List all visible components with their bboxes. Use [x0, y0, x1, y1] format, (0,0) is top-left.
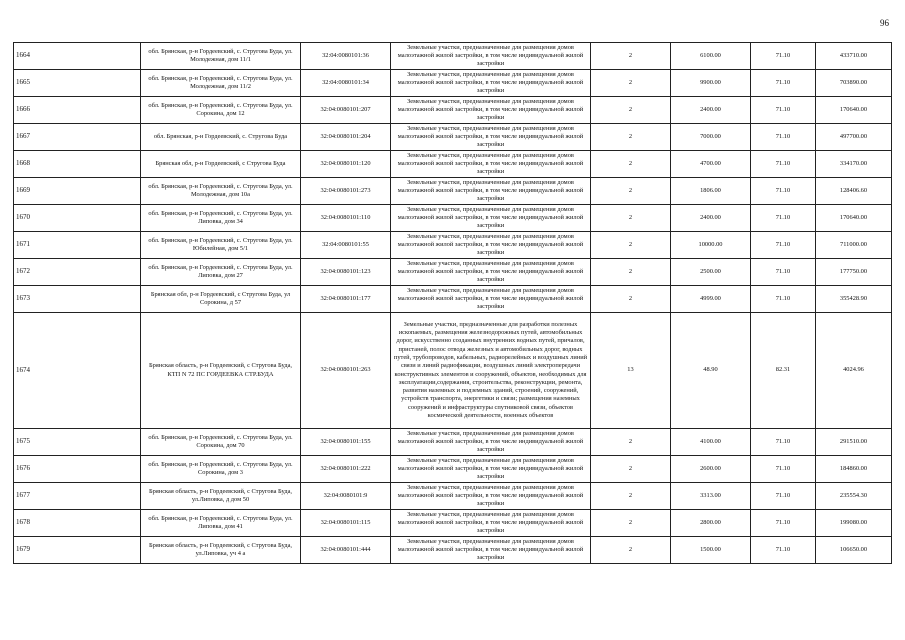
row-number: 1675: [14, 429, 141, 456]
row-number: 1673: [14, 286, 141, 313]
cadastral-value-cell: 177750.00: [816, 259, 892, 286]
address-cell: обл. Брянская, р-н Гордеевский, с. Струговa Буда, ул. Сорокина, дом 12: [141, 97, 301, 124]
row-number: 1664: [14, 43, 141, 70]
cadastral-number-cell: 32:04:0080101:273: [301, 178, 391, 205]
cadastral-value-cell: 291510.00: [816, 429, 892, 456]
area-cell: 2800.00: [671, 510, 751, 537]
specific-value-cell: 71.10: [751, 510, 816, 537]
group-cell: 2: [591, 456, 671, 483]
table-row: [14, 456, 892, 483]
land-use-cell: Земельные участки, предназначенные для размещения домов малоэтажной жилой застройки, в том числе индивидуальной жилой застройки: [391, 124, 591, 151]
area-cell: 2600.00: [671, 456, 751, 483]
table-row: [14, 178, 892, 205]
table-row: [14, 151, 892, 178]
table-row: [14, 205, 892, 232]
specific-value-cell: 82.31: [751, 313, 816, 429]
cadastral-number-cell: 32:04:0080101:123: [301, 259, 391, 286]
table-row: [14, 43, 892, 70]
group-cell: 2: [591, 483, 671, 510]
cadastral-value-cell: 497700.00: [816, 124, 892, 151]
page-number: 96: [880, 18, 889, 28]
group-cell: 2: [591, 178, 671, 205]
row-number: 1669: [14, 178, 141, 205]
row-number: 1676: [14, 456, 141, 483]
area-cell: 3313.00: [671, 483, 751, 510]
area-cell: 7000.00: [671, 124, 751, 151]
land-use-cell: Земельные участки, предназначенные для размещения домов малоэтажной жилой застройки, в том числе индивидуальной жилой застройки: [391, 178, 591, 205]
area-cell: 1806.00: [671, 178, 751, 205]
row-number: 1674: [14, 313, 141, 429]
cadastral-value-cell: 433710.00: [816, 43, 892, 70]
row-number: 1670: [14, 205, 141, 232]
area-cell: 2500.00: [671, 259, 751, 286]
land-use-cell: Земельные участки, предназначенные для размещения домов малоэтажной жилой застройки, в том числе индивидуальной жилой застройки: [391, 259, 591, 286]
specific-value-cell: 71.10: [751, 97, 816, 124]
table-row: [14, 510, 892, 537]
group-cell: 2: [591, 259, 671, 286]
group-cell: 2: [591, 43, 671, 70]
land-use-cell: Земельные участки, предназначенные для размещения домов малоэтажной жилой застройки, в том числе индивидуальной жилой застройки: [391, 456, 591, 483]
cadastral-number-cell: 32:04:0080101:263: [301, 313, 391, 429]
area-cell: 4100.00: [671, 429, 751, 456]
area-cell: 4999.00: [671, 286, 751, 313]
land-use-cell: Земельные участки, предназначенные для размещения домов малоэтажной жилой застройки, в том числе индивидуальной жилой застройки: [391, 70, 591, 97]
table-row: [14, 259, 892, 286]
address-cell: Брянская область, р-н Гордеевский, с Струговa Буда, КТП N 72 ПС ГОРДЕЕВКА СТР.БУДА: [141, 313, 301, 429]
address-cell: обл. Брянская, р-н Гордеевский, с. Струговa Буда, ул. Липовка, дом 34: [141, 205, 301, 232]
specific-value-cell: 71.10: [751, 483, 816, 510]
specific-value-cell: 71.10: [751, 232, 816, 259]
address-cell: Брянская обл, р-н Гордеевский, с Струговa Буда: [141, 151, 301, 178]
row-number: 1666: [14, 97, 141, 124]
cadastral-number-cell: 32:04:0080101:120: [301, 151, 391, 178]
land-use-cell: Земельные участки, предназначенные для размещения домов малоэтажной жилой застройки, в том числе индивидуальной жилой застройки: [391, 286, 591, 313]
row-number: 1668: [14, 151, 141, 178]
address-cell: обл. Брянская, р-н Гордеевский, с. Струговa Буда, ул. Липовка, дом 27: [141, 259, 301, 286]
table-row: [14, 232, 892, 259]
cadastral-number-cell: 32:04:0080101:444: [301, 537, 391, 564]
land-use-cell: Земельные участки, предназначенные для размещения домов малоэтажной жилой застройки, в том числе индивидуальной жилой застройки: [391, 43, 591, 70]
area-cell: 2400.00: [671, 205, 751, 232]
cadastral-value-cell: 184860.00: [816, 456, 892, 483]
row-number: 1678: [14, 510, 141, 537]
cadastral-number-cell: 32:04:0080101:115: [301, 510, 391, 537]
area-cell: 9900.00: [671, 70, 751, 97]
row-number: 1667: [14, 124, 141, 151]
row-number: 1672: [14, 259, 141, 286]
cadastral-number-cell: 32:04:0080101:204: [301, 124, 391, 151]
address-cell: Брянская обл, р-н Гордеевский, с Струговa Буда, ул Сорокина, д 57: [141, 286, 301, 313]
specific-value-cell: 71.10: [751, 178, 816, 205]
area-cell: 1500.00: [671, 537, 751, 564]
cadastral-number-cell: 32:04:0080101:34: [301, 70, 391, 97]
specific-value-cell: 71.10: [751, 429, 816, 456]
land-use-cell: Земельные участки, предназначенные для размещения домов малоэтажной жилой застройки, в том числе индивидуальной жилой застройки: [391, 429, 591, 456]
group-cell: 2: [591, 429, 671, 456]
specific-value-cell: 71.10: [751, 43, 816, 70]
land-use-cell: Земельные участки, предназначенные для размещения домов малоэтажной жилой застройки, в том числе индивидуальной жилой застройки: [391, 205, 591, 232]
cadastral-value-cell: 334170.00: [816, 151, 892, 178]
group-cell: 2: [591, 151, 671, 178]
land-plot-register-table: [13, 42, 892, 564]
specific-value-cell: 71.10: [751, 456, 816, 483]
row-number: 1677: [14, 483, 141, 510]
table-row: [14, 537, 892, 564]
cadastral-number-cell: 32:04:0080101:207: [301, 97, 391, 124]
cadastral-value-cell: 711000.00: [816, 232, 892, 259]
land-use-cell: Земельные участки, предназначенные для разработки полезных ископаемых, размещения железнодорожных путей, автомобильных дорог, искусственно созданных внутренних водных путей, причалов, пристаней, полос отвода железных и автомобильных дорог, водных путей, трубопроводов, кабельных, радиорелейных и воздушных линий связи и линий радиофикации, воздушных линий электропередачи конструктивных элементов и сооружений, объектов, необходимых для эксплуатации,содержания, строительства, реконструкции, ремонта, развития наземных и подземных зданий, строений, сооружений, устройств транспорта, энергетики и связи; размещения наземных сооружений и инфраструктуры спутниковой связи, объектов космической деятельности, военных объектов: [391, 313, 591, 429]
cadastral-value-cell: 199080.00: [816, 510, 892, 537]
row-number: 1671: [14, 232, 141, 259]
table-row: [14, 286, 892, 313]
table-row: [14, 429, 892, 456]
land-use-cell: Земельные участки, предназначенные для размещения домов малоэтажной жилой застройки, в том числе индивидуальной жилой застройки: [391, 510, 591, 537]
cadastral-value-cell: 703890.00: [816, 70, 892, 97]
cadastral-number-cell: 32:04:0080101:55: [301, 232, 391, 259]
land-use-cell: Земельные участки, предназначенные для размещения домов малоэтажной жилой застройки, в том числе индивидуальной жилой застройки: [391, 97, 591, 124]
table-row: [14, 124, 892, 151]
cadastral-number-cell: 32:04:0080101:177: [301, 286, 391, 313]
specific-value-cell: 71.10: [751, 259, 816, 286]
group-cell: 2: [591, 510, 671, 537]
address-cell: обл. Брянская, р-н Гордеевский, с. Струговa Буда, ул. Юбилейная, дом 5/1: [141, 232, 301, 259]
address-cell: обл. Брянская, р-н Гордеевский, с. Струговa Буда, ул. Молодежная, дом 10а: [141, 178, 301, 205]
specific-value-cell: 71.10: [751, 286, 816, 313]
land-use-cell: Земельные участки, предназначенные для размещения домов малоэтажной жилой застройки, в том числе индивидуальной жилой застройки: [391, 483, 591, 510]
area-cell: 6100.00: [671, 43, 751, 70]
cadastral-number-cell: 32:04:0080101:222: [301, 456, 391, 483]
table-row: [14, 483, 892, 510]
specific-value-cell: 71.10: [751, 537, 816, 564]
address-cell: обл. Брянская, р-н Гордеевский, с. Струговa Буда, ул. Сорокина, дом 70: [141, 429, 301, 456]
group-cell: 13: [591, 313, 671, 429]
group-cell: 2: [591, 537, 671, 564]
address-cell: Брянская область, р-н Гордеевский, с Струговa Буда, ул.Липовка, д дом 50: [141, 483, 301, 510]
group-cell: 2: [591, 232, 671, 259]
land-use-cell: Земельные участки, предназначенные для размещения домов малоэтажной жилой застройки, в том числе индивидуальной жилой застройки: [391, 232, 591, 259]
cadastral-value-cell: 128406.60: [816, 178, 892, 205]
cadastral-number-cell: 32:04:0080101:9: [301, 483, 391, 510]
area-cell: 2400.00: [671, 97, 751, 124]
area-cell: 48.90: [671, 313, 751, 429]
row-number: 1665: [14, 70, 141, 97]
land-use-cell: Земельные участки, предназначенные для размещения домов малоэтажной жилой застройки, в том числе индивидуальной жилой застройки: [391, 537, 591, 564]
address-cell: обл. Брянская, р-н Гордеевский, с. Струговa Буда, ул. Молодежная, дом 11/2: [141, 70, 301, 97]
group-cell: 2: [591, 70, 671, 97]
specific-value-cell: 71.10: [751, 124, 816, 151]
cadastral-number-cell: 32:04:0080101:110: [301, 205, 391, 232]
cadastral-value-cell: 170640.00: [816, 205, 892, 232]
address-cell: обл. Брянская, р-н Гордеевский, с. Струговa Буда: [141, 124, 301, 151]
table-row: [14, 97, 892, 124]
address-cell: обл. Брянская, р-н Гордеевский, с. Струговa Буда, ул. Сорокина, дом 3: [141, 456, 301, 483]
table-row: [14, 313, 892, 429]
specific-value-cell: 71.10: [751, 205, 816, 232]
cadastral-number-cell: 32:04:0080101:155: [301, 429, 391, 456]
land-use-cell: Земельные участки, предназначенные для размещения домов малоэтажной жилой застройки, в том числе индивидуальной жилой застройки: [391, 151, 591, 178]
row-number: 1679: [14, 537, 141, 564]
area-cell: 4700.00: [671, 151, 751, 178]
cadastral-value-cell: 4024.96: [816, 313, 892, 429]
cadastral-number-cell: 32:04:0080101:36: [301, 43, 391, 70]
cadastral-value-cell: 355428.90: [816, 286, 892, 313]
group-cell: 2: [591, 205, 671, 232]
group-cell: 2: [591, 286, 671, 313]
area-cell: 10000.00: [671, 232, 751, 259]
group-cell: 2: [591, 97, 671, 124]
table-row: [14, 70, 892, 97]
cadastral-value-cell: 235554.30: [816, 483, 892, 510]
group-cell: 2: [591, 124, 671, 151]
address-cell: обл. Брянская, р-н Гордеевский, с. Струговa Буда, ул. Молодежная, дом 11/1: [141, 43, 301, 70]
cadastral-value-cell: 170640.00: [816, 97, 892, 124]
address-cell: обл. Брянская, р-н Гордеевский, с. Струговa Буда, ул. Липовка, дом 41: [141, 510, 301, 537]
specific-value-cell: 71.10: [751, 151, 816, 178]
specific-value-cell: 71.10: [751, 70, 816, 97]
cadastral-value-cell: 106650.00: [816, 537, 892, 564]
address-cell: Брянская область, р-н Гордеевский, с Струговa Буда, ул.Липовка, уч 4 а: [141, 537, 301, 564]
